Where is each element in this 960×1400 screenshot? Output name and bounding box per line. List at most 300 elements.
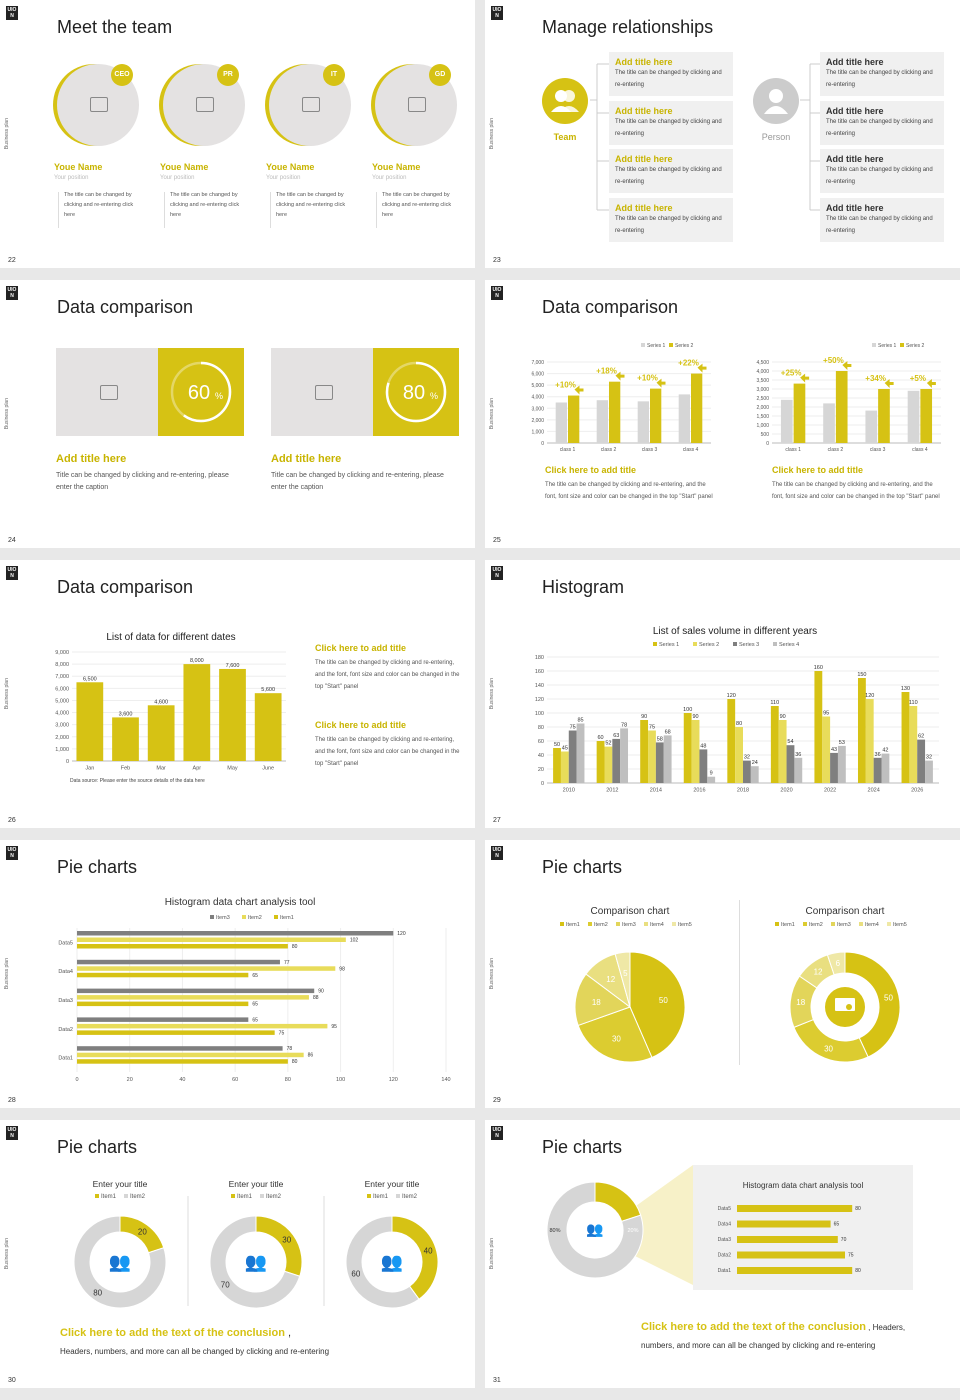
member-divider bbox=[58, 192, 59, 228]
x-tick-label: class 4 bbox=[682, 447, 699, 453]
legend-label: Item2 bbox=[402, 1194, 418, 1200]
y-tick-label: 140 bbox=[534, 683, 544, 689]
percent-panel bbox=[373, 348, 459, 436]
data-label: 42 bbox=[882, 747, 889, 754]
member-name: Youe Name bbox=[54, 162, 103, 172]
member-position: Your position bbox=[54, 175, 89, 181]
bar bbox=[814, 671, 822, 783]
data-label: 77 bbox=[283, 959, 290, 966]
person-node[interactable] bbox=[753, 78, 799, 124]
legend-swatch bbox=[773, 642, 777, 646]
x-tick-label: 2022 bbox=[823, 787, 837, 794]
data-label: 65 bbox=[252, 1017, 258, 1024]
y-tick-label: 7,000 bbox=[55, 674, 69, 681]
legend-label: Item3 bbox=[837, 922, 851, 928]
relationship-box[interactable] bbox=[609, 52, 733, 96]
member-desc: The title can be changed by clicking and re-entering click here bbox=[276, 192, 346, 218]
growth-annotation: +25% bbox=[780, 368, 802, 378]
data-label: 80 bbox=[736, 721, 743, 727]
y-tick-label: 60 bbox=[537, 739, 544, 745]
bar bbox=[77, 960, 280, 965]
bar-chart bbox=[40, 628, 290, 773]
x-tick-label: 80 bbox=[284, 1077, 291, 1083]
bar bbox=[561, 752, 569, 784]
y-tick-label: Data3 bbox=[58, 998, 73, 1004]
pie-with-bar-chart bbox=[485, 1120, 960, 1320]
slice-label: 30 bbox=[611, 1034, 621, 1044]
relationship-box-desc: The title can be changed by clicking and re-entering bbox=[826, 167, 933, 185]
data-label: 62 bbox=[918, 733, 925, 740]
growth-annotation: +18% bbox=[596, 366, 617, 376]
legend-label: Item2 bbox=[130, 1194, 146, 1200]
data-label: 80 bbox=[291, 1059, 298, 1066]
slide-25[interactable] bbox=[485, 280, 960, 548]
side-label: Business plan bbox=[4, 1238, 10, 1270]
data-label: 80 bbox=[855, 1268, 861, 1274]
presenter-icon bbox=[835, 998, 855, 1011]
conclusion-tail: , Headers, bbox=[865, 1323, 906, 1332]
slide-29[interactable] bbox=[485, 840, 960, 1108]
left-desc: The title can be changed by clicking and re-entering, and the font, font size and color can be changed in the top "Start" panel bbox=[545, 482, 713, 500]
bar bbox=[569, 731, 577, 784]
data-label: 58 bbox=[656, 736, 663, 743]
data-label: 3,600 bbox=[118, 711, 133, 718]
legend-swatch bbox=[367, 1194, 371, 1198]
slide-title: Data comparison bbox=[57, 297, 194, 317]
slide-24[interactable] bbox=[0, 280, 475, 548]
chart-title: Enter your title bbox=[92, 1179, 148, 1189]
data-label: 86 bbox=[307, 1052, 314, 1059]
logo: UIO N bbox=[492, 7, 502, 19]
people-icon: 👥 bbox=[380, 1252, 404, 1272]
slide-31[interactable] bbox=[485, 1120, 960, 1388]
bar bbox=[148, 705, 175, 761]
y-tick-label: 0 bbox=[65, 759, 69, 765]
relationship-box[interactable] bbox=[609, 101, 733, 145]
side-label: Business plan bbox=[489, 1238, 495, 1270]
card-title: Add title here bbox=[271, 453, 342, 465]
slide-title: Pie charts bbox=[542, 1137, 623, 1157]
member-badge: GD bbox=[429, 64, 451, 86]
legend-swatch bbox=[210, 915, 214, 919]
progress-ring bbox=[158, 348, 244, 436]
y-tick-label: 3,000 bbox=[55, 722, 69, 729]
x-tick-label: 2024 bbox=[867, 787, 880, 794]
page-number: 28 bbox=[8, 1097, 16, 1104]
logo: UIO N bbox=[7, 847, 17, 859]
x-tick-label: class 1 bbox=[559, 447, 576, 453]
relationship-box[interactable] bbox=[820, 149, 944, 193]
legend-swatch bbox=[644, 922, 648, 926]
y-tick-label: 40 bbox=[537, 753, 544, 759]
relationship-box-desc: The title can be changed by clicking and re-entering bbox=[615, 119, 722, 137]
arrow-icon bbox=[616, 372, 625, 381]
bar bbox=[920, 389, 932, 443]
bar bbox=[882, 754, 890, 783]
slice-label: 30 bbox=[824, 1044, 833, 1054]
pie-slice bbox=[794, 1020, 868, 1062]
legend-swatch bbox=[588, 922, 592, 926]
y-tick-label: 8,000 bbox=[55, 662, 69, 669]
presenter-head bbox=[846, 1004, 852, 1010]
bar bbox=[787, 745, 795, 783]
y-tick-label: 0 bbox=[541, 441, 544, 447]
relationship-box-desc: The title can be changed by clicking and re-entering bbox=[826, 216, 933, 234]
page-number: 25 bbox=[493, 537, 501, 544]
percent-value: 80 bbox=[402, 382, 426, 404]
legend-swatch bbox=[560, 922, 564, 926]
growth-annotation: +50% bbox=[823, 356, 844, 365]
data-label: 53 bbox=[838, 739, 845, 746]
y-tick-label: 4,500 bbox=[756, 360, 769, 366]
x-tick-label: 100 bbox=[335, 1077, 346, 1083]
x-tick-label: Jan bbox=[85, 765, 95, 772]
side-desc-1: The title can be changed by clicking and re-entering, and the font, font size and color can be changed in the top "Start" panel bbox=[315, 660, 460, 690]
conclusion-text: Click here to add the text of the conclusion bbox=[641, 1321, 866, 1333]
legend-swatch bbox=[872, 343, 876, 347]
side-label: Business plan bbox=[489, 678, 495, 710]
bar bbox=[577, 724, 585, 784]
page-number: 31 bbox=[493, 1377, 501, 1384]
legend-label: Item3 bbox=[216, 915, 230, 921]
legend-label: Item1 bbox=[280, 915, 294, 921]
data-label: 70 bbox=[840, 1237, 847, 1243]
y-tick-label: 5,000 bbox=[531, 383, 544, 390]
data-label: 80 bbox=[855, 1206, 861, 1212]
bar bbox=[650, 389, 661, 443]
legend-label: Item1 bbox=[566, 922, 580, 928]
team-label: Team bbox=[553, 132, 577, 142]
relationship-box-title: Add title here bbox=[826, 57, 884, 67]
left-title: Click here to add title bbox=[545, 465, 637, 475]
y-tick-label: 180 bbox=[534, 655, 544, 661]
y-tick-label: Data4 bbox=[58, 969, 73, 976]
slice-label: 40 bbox=[423, 1246, 433, 1256]
slide-title: Pie charts bbox=[57, 1137, 138, 1157]
bar bbox=[597, 400, 608, 443]
card-title: Add title here bbox=[56, 453, 127, 465]
chart-title: List of data for different dates bbox=[106, 632, 236, 643]
image-placeholder-icon bbox=[302, 97, 320, 112]
legend-label: Item1 bbox=[101, 1194, 117, 1200]
data-label: 36 bbox=[874, 751, 881, 758]
logo: UIO N bbox=[7, 1127, 17, 1139]
page-number: 30 bbox=[8, 1377, 16, 1384]
arrow-icon bbox=[800, 374, 809, 383]
team-icon: 👥 bbox=[586, 1221, 604, 1237]
legend-swatch bbox=[95, 1194, 99, 1198]
logo: UIO N bbox=[7, 7, 17, 19]
legend-swatch bbox=[803, 922, 807, 926]
chart-title: Comparison chart bbox=[805, 906, 885, 917]
data-label: 75 bbox=[648, 724, 656, 731]
bar bbox=[692, 720, 700, 783]
bar bbox=[866, 699, 874, 783]
member-badge: PR bbox=[217, 64, 239, 86]
bar bbox=[553, 748, 561, 783]
page-number: 23 bbox=[493, 257, 501, 264]
legend-swatch bbox=[775, 922, 779, 926]
y-tick-label: Data5 bbox=[58, 940, 73, 947]
member-name: Youe Name bbox=[160, 162, 209, 172]
y-tick-label: 4,000 bbox=[531, 394, 544, 401]
data-label: 160 bbox=[813, 665, 823, 671]
percent-panel bbox=[158, 348, 244, 436]
y-tick-label: 0 bbox=[766, 441, 769, 447]
legend-swatch bbox=[616, 922, 620, 926]
y-tick-label: 2,000 bbox=[531, 417, 544, 424]
slice-label: 50 bbox=[884, 993, 893, 1003]
relationship-box[interactable] bbox=[609, 198, 733, 242]
bar bbox=[727, 699, 735, 783]
data-label: 88 bbox=[312, 995, 319, 1002]
data-label: 63 bbox=[613, 732, 620, 739]
bar bbox=[219, 669, 246, 761]
data-label: 65 bbox=[833, 1221, 840, 1228]
legend-label: Item1 bbox=[373, 1194, 389, 1200]
slide-26[interactable] bbox=[0, 560, 475, 828]
slice-label: 80 bbox=[93, 1288, 103, 1298]
logo: UIO N bbox=[492, 287, 502, 299]
bar bbox=[183, 664, 210, 761]
bar bbox=[597, 741, 605, 783]
legend-label: Series 2 bbox=[675, 343, 694, 349]
x-tick-label: class 4 bbox=[912, 447, 928, 453]
relationship-box[interactable] bbox=[820, 101, 944, 145]
right-desc: The title can be changed by clicking and re-entering, and the font, font size and color can be changed in the top "Start" panel bbox=[772, 482, 940, 500]
data-label: 4,600 bbox=[154, 699, 169, 706]
relationship-box-title: Add title here bbox=[615, 203, 673, 213]
y-tick-label: 120 bbox=[534, 697, 544, 703]
legend-swatch bbox=[260, 1194, 264, 1198]
slide-title: Data comparison bbox=[57, 577, 194, 597]
bar bbox=[77, 1046, 283, 1051]
data-label: 60 bbox=[597, 735, 604, 741]
side-label: Business plan bbox=[489, 958, 495, 990]
y-tick-label: 9,000 bbox=[55, 650, 69, 656]
bar bbox=[604, 747, 612, 783]
data-label: 90 bbox=[318, 988, 324, 995]
x-tick-label: class 2 bbox=[827, 447, 844, 453]
progress-ring bbox=[373, 348, 459, 436]
person-icon bbox=[753, 78, 799, 124]
chart-title: List of sales volume in different years bbox=[652, 626, 818, 637]
slice-label: 80% bbox=[549, 1228, 561, 1234]
data-label: 120 bbox=[865, 693, 875, 699]
data-label: 150 bbox=[857, 672, 867, 678]
slide-27[interactable] bbox=[485, 560, 960, 828]
bar bbox=[609, 382, 620, 443]
x-tick-label: class 3 bbox=[869, 447, 886, 453]
logo: UIO N bbox=[492, 1127, 502, 1139]
legend-label: Item1 bbox=[781, 922, 795, 928]
bar bbox=[830, 753, 838, 783]
legend-swatch bbox=[672, 922, 676, 926]
relationship-box-title: Add title here bbox=[826, 203, 884, 213]
image-placeholder-icon bbox=[100, 385, 118, 400]
page-number: 24 bbox=[8, 537, 16, 544]
bar bbox=[878, 389, 890, 443]
data-label: 85 bbox=[577, 717, 584, 724]
people-icon: 👥 bbox=[244, 1252, 268, 1272]
bar bbox=[77, 966, 335, 971]
page-number: 22 bbox=[8, 257, 16, 264]
bar bbox=[737, 1221, 831, 1228]
relationship-box[interactable] bbox=[820, 198, 944, 242]
bar bbox=[77, 931, 393, 936]
slide-title: Data comparison bbox=[542, 297, 679, 317]
donut-chart-right bbox=[770, 900, 920, 1065]
member-position: Your position bbox=[160, 175, 195, 181]
y-tick-label: Data4 bbox=[717, 1221, 731, 1228]
x-tick-label: 0 bbox=[75, 1077, 79, 1083]
team-icon bbox=[542, 78, 588, 124]
divider bbox=[739, 900, 740, 1065]
right-title: Click here to add title bbox=[772, 465, 864, 475]
bar bbox=[684, 713, 692, 783]
legend-swatch bbox=[900, 343, 904, 347]
bar-chart-right bbox=[750, 340, 945, 455]
bar bbox=[620, 728, 628, 783]
relationship-box-desc: The title can be changed by clicking and re-entering bbox=[826, 119, 933, 137]
x-tick-label: 2016 bbox=[693, 787, 706, 794]
member-divider bbox=[164, 192, 165, 228]
y-tick-label: Data3 bbox=[717, 1237, 731, 1243]
x-tick-label: 2020 bbox=[780, 787, 793, 794]
bar-chart-left bbox=[525, 340, 715, 455]
side-label: Business plan bbox=[4, 398, 10, 430]
side-label: Business plan bbox=[4, 118, 10, 150]
bar bbox=[568, 396, 579, 443]
y-tick-label: 6,000 bbox=[531, 371, 544, 378]
data-label: 8,000 bbox=[189, 658, 204, 665]
legend-swatch bbox=[396, 1194, 400, 1198]
image-placeholder-icon bbox=[196, 97, 214, 112]
legend-label: Item4 bbox=[865, 922, 879, 928]
y-tick-label: 3,500 bbox=[756, 378, 769, 384]
bar bbox=[751, 766, 759, 783]
legend-swatch bbox=[859, 922, 863, 926]
chart-title: Enter your title bbox=[228, 1179, 284, 1189]
logo: UIO N bbox=[7, 287, 17, 299]
member-divider bbox=[376, 192, 377, 228]
member-badge: IT bbox=[323, 64, 345, 86]
donut-charts bbox=[60, 1176, 455, 1311]
y-tick-label: 1,000 bbox=[756, 423, 769, 429]
data-label: 5,600 bbox=[261, 687, 276, 694]
image-placeholder-icon bbox=[408, 97, 426, 112]
slide-30[interactable] bbox=[0, 1120, 475, 1388]
slide-title: Histogram bbox=[542, 577, 625, 597]
data-label: 43 bbox=[830, 746, 838, 753]
bar bbox=[77, 995, 309, 1000]
legend-swatch bbox=[733, 642, 737, 646]
legend-swatch bbox=[641, 343, 645, 347]
chart-title: Enter your title bbox=[364, 1179, 420, 1189]
legend-label: Series 1 bbox=[659, 642, 680, 648]
data-label: 95 bbox=[823, 710, 830, 717]
bar bbox=[691, 374, 702, 443]
data-label: 75 bbox=[278, 1030, 285, 1037]
slice-label: 6 bbox=[835, 959, 841, 969]
x-tick-label: 40 bbox=[179, 1077, 186, 1083]
y-tick-label: 2,000 bbox=[55, 734, 69, 741]
y-tick-label: 4,000 bbox=[756, 369, 769, 375]
bar bbox=[656, 742, 664, 783]
legend-label: Item5 bbox=[678, 922, 692, 928]
data-label: 52 bbox=[605, 740, 612, 747]
y-tick-label: 1,500 bbox=[756, 414, 769, 420]
team-node[interactable] bbox=[542, 78, 588, 124]
relationship-box[interactable] bbox=[820, 52, 944, 96]
x-tick-label: 140 bbox=[441, 1077, 451, 1083]
slide-28[interactable] bbox=[0, 840, 475, 1108]
slice-label: 18 bbox=[591, 997, 601, 1007]
bar bbox=[836, 371, 848, 443]
relationship-box[interactable] bbox=[609, 149, 733, 193]
conclusion bbox=[641, 1321, 905, 1333]
data-label: 48 bbox=[700, 743, 707, 750]
bar bbox=[771, 706, 779, 783]
y-tick-label: 160 bbox=[534, 669, 544, 675]
data-label: 36 bbox=[795, 751, 802, 758]
data-label: 50 bbox=[553, 742, 561, 748]
data-label: 110 bbox=[770, 700, 780, 706]
bar bbox=[737, 1267, 852, 1274]
x-tick-label: class 1 bbox=[785, 447, 801, 453]
legend-swatch bbox=[693, 642, 697, 646]
slide-22[interactable] bbox=[0, 0, 475, 268]
bar bbox=[556, 403, 567, 444]
data-label: 120 bbox=[397, 931, 406, 937]
member-name: Youe Name bbox=[266, 162, 315, 172]
relationship-box-title: Add title here bbox=[826, 154, 884, 164]
data-label: 78 bbox=[286, 1046, 293, 1053]
bar bbox=[779, 720, 787, 783]
page-number: 27 bbox=[493, 817, 501, 824]
bar bbox=[648, 731, 656, 784]
slide-title: Pie charts bbox=[542, 857, 623, 877]
legend-label: Series 3 bbox=[739, 642, 760, 648]
data-label: 75 bbox=[569, 724, 576, 731]
relationship-box-title: Add title here bbox=[615, 106, 673, 116]
image-placeholder-icon bbox=[90, 97, 108, 112]
bar bbox=[909, 706, 917, 783]
legend-label: Item5 bbox=[893, 922, 907, 928]
slice-label: 60 bbox=[351, 1269, 361, 1279]
x-tick-label: May bbox=[227, 765, 238, 772]
legend-label: Item2 bbox=[594, 922, 608, 928]
side-label: Business plan bbox=[4, 678, 10, 710]
side-label: Business plan bbox=[4, 958, 10, 990]
member-divider bbox=[270, 192, 271, 228]
data-label: 7,600 bbox=[225, 662, 240, 669]
slice-label: 50 bbox=[658, 996, 668, 1006]
percent-unit: % bbox=[215, 391, 224, 401]
chart-title: Histogram data chart analysis tool bbox=[164, 897, 316, 908]
slide-23[interactable] bbox=[485, 0, 960, 268]
y-tick-label: Data1 bbox=[717, 1268, 731, 1274]
data-label: 65 bbox=[252, 1001, 258, 1008]
legend-label: Item2 bbox=[266, 1194, 282, 1200]
pie-slice bbox=[595, 1182, 641, 1221]
growth-annotation: +5% bbox=[909, 374, 926, 383]
bar bbox=[77, 1030, 275, 1035]
y-tick-label: 2,000 bbox=[756, 405, 769, 411]
slice-label: 20% bbox=[627, 1228, 639, 1234]
data-label: 90 bbox=[779, 714, 786, 720]
x-tick-label: class 2 bbox=[600, 447, 617, 453]
